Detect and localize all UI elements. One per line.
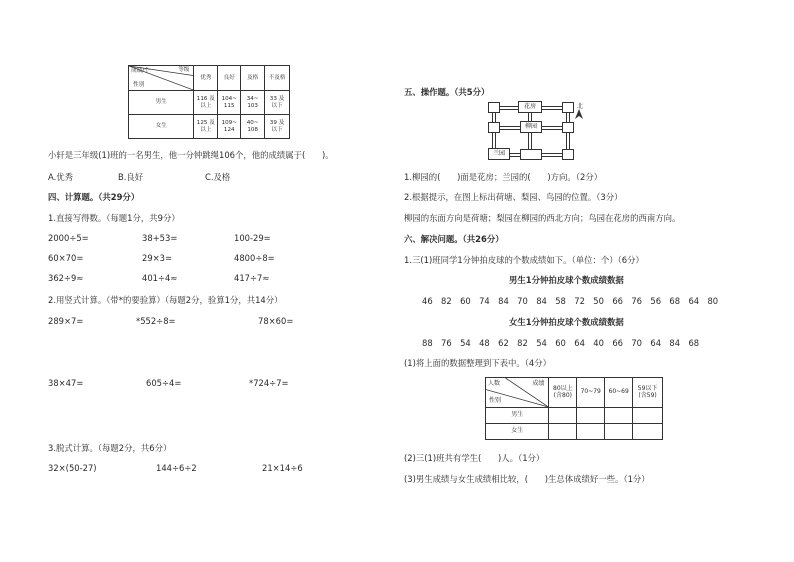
tally-input-cell[interactable] <box>633 408 663 424</box>
option-b[interactable]: B.良好 <box>118 172 144 182</box>
calc-item: 29×3= <box>142 253 173 263</box>
tally-col-70-79: 70~79 <box>577 378 605 408</box>
tally-input-cell[interactable] <box>549 408 577 424</box>
cell-line: 108 <box>247 126 258 133</box>
option-a[interactable]: A.优秀 <box>48 172 73 182</box>
vertical-calc-item: 38×47= <box>48 378 84 388</box>
map-blank-box[interactable] <box>562 149 574 160</box>
tally-header-bottom: 性别 <box>489 397 502 404</box>
row-label-girl: 女生 <box>129 115 194 139</box>
cell-line: (含80) <box>553 391 572 399</box>
tally-input-cell[interactable] <box>633 424 663 440</box>
path-connector <box>566 133 570 149</box>
map-box-liuyuan: 柳园 <box>520 121 542 133</box>
map-blank-box[interactable] <box>562 102 574 113</box>
cell-line: 115 <box>223 102 235 109</box>
map-blank-box[interactable] <box>488 102 500 113</box>
cell-line: 125 及 <box>196 120 215 127</box>
cell-line: (含59) <box>638 391 657 399</box>
col-good: 良好 <box>218 66 241 91</box>
boys-data-title: 男生1分钟拍皮球个数成绩数据 <box>509 275 624 285</box>
cell <box>241 115 265 139</box>
cell-line: 39 及 <box>269 120 285 127</box>
question-2-title: 2.用竖式计算。（带*的要验算）（每题2分，验算1分，共14分） <box>48 295 283 305</box>
map-blank-box[interactable] <box>562 122 574 133</box>
section-4-title: 四、计算题。（共29分） <box>48 192 140 202</box>
tally-col-80-plus <box>549 378 577 408</box>
tally-header-cell <box>486 378 549 408</box>
cell <box>241 91 265 115</box>
option-c[interactable]: C.及格 <box>205 172 231 182</box>
girls-data: 88 76 54 48 62 82 54 60 64 40 66 70 64 84 68 <box>422 338 700 348</box>
boys-data: 46 82 60 74 84 70 84 58 72 50 66 76 56 68 64 80 <box>422 296 719 306</box>
question-5-2: 2.根据提示，在图上标出荷塘、梨园、鸟园的位置。（3分） <box>404 192 623 202</box>
header-bottom-label: 性别 <box>133 82 145 88</box>
cell <box>218 91 241 115</box>
question-6-1: 1.三(1)班同学1分钟拍皮球的个数成绩如下。（单位：个）（6分） <box>404 255 644 265</box>
cell-line: 104~ <box>221 96 237 103</box>
question-6-1-3: (3)男生成绩与女生成绩相比较，( )生总体成绩好一些。（1分） <box>404 474 650 484</box>
table-row-boy <box>486 408 663 424</box>
question-1-title: 1.直接写得数。（每题1分，共9分） <box>48 213 180 223</box>
path-connector <box>540 153 564 157</box>
calc-item: 417÷7≈ <box>234 273 270 283</box>
cell-line: 80以上 <box>553 384 573 392</box>
calc-item: 2000÷5= <box>48 233 89 243</box>
question-6-1-1: (1)将上面的数据整理到下表中。（4分） <box>404 358 551 368</box>
tally-col-59-below <box>633 378 663 408</box>
cell-line: 109~ <box>221 120 237 127</box>
tally-col-60-69: 60~69 <box>605 378 633 408</box>
path-connector <box>540 106 564 110</box>
cell-line: 103 <box>247 102 258 109</box>
grade-table-header-cell <box>129 66 194 91</box>
col-fail: 不及格 <box>265 66 290 91</box>
path-connector <box>492 133 496 149</box>
vertical-calc-item: *724÷7= <box>249 378 289 388</box>
path-connector <box>528 133 532 149</box>
cell-line: 33 及 <box>269 96 285 103</box>
cell-line: 59以下 <box>637 384 658 392</box>
tally-input-cell[interactable] <box>549 424 577 440</box>
col-excellent: 优秀 <box>194 66 218 91</box>
path-connector <box>528 113 532 121</box>
north-label: 北 <box>577 103 584 110</box>
map-blank-box[interactable] <box>488 122 500 133</box>
cell-line: 以上 <box>200 126 212 133</box>
grade-standard-table <box>128 65 290 139</box>
map-box-lanyuan: 兰园 <box>488 148 510 160</box>
calc-item: 100-29= <box>234 233 271 243</box>
table-row-boy <box>129 91 290 115</box>
path-connector <box>498 126 520 130</box>
col-pass: 及格 <box>241 66 265 91</box>
vertical-calc-item: *552÷8= <box>136 316 176 326</box>
girls-data-title: 女生1分钟拍皮球个数成绩数据 <box>509 317 624 327</box>
calc-item: 362÷9≈ <box>48 273 84 283</box>
tally-row-label-girl: 女生 <box>486 424 549 440</box>
cell-line: 以下 <box>271 126 283 133</box>
question-3-title: 3.脱式计算。（每题2分，共6分） <box>48 443 172 453</box>
table-row-girl <box>129 115 290 139</box>
tally-input-cell[interactable] <box>605 408 633 424</box>
cell <box>194 91 218 115</box>
question-5-hint: 柳园的东面方向是荷塘；梨园在柳园的西北方向；鸟园在花房的西南方向。 <box>404 213 681 223</box>
cell-line: 以下 <box>271 102 283 109</box>
vertical-calc-item: 78×60= <box>258 316 294 326</box>
north-arrow-icon <box>575 109 583 119</box>
step-calc-item: 21×14÷6 <box>262 463 303 473</box>
table-row-girl <box>486 424 663 440</box>
map-box-huafang: 花房 <box>518 101 542 113</box>
tally-input-cell[interactable] <box>577 408 605 424</box>
tally-input-cell[interactable] <box>577 424 605 440</box>
question-xiaoxuan: 小轩是三年级(1)班的一名男生，他一分钟跳绳106个，他的成绩属于( )。 <box>48 150 334 160</box>
calc-item: 38+53= <box>142 233 178 243</box>
cell-line: 40~ <box>246 120 259 127</box>
question-6-1-2: (2)三(1)班共有学生( )人。（1分） <box>404 453 545 463</box>
tally-header-top-left: 人数 <box>488 380 501 387</box>
row-label-boy: 男生 <box>129 91 194 115</box>
cell <box>265 91 290 115</box>
step-calc-item: 144÷6÷2 <box>156 463 197 473</box>
step-calc-item: 32×(50-27) <box>48 463 97 473</box>
cell-line: 以上 <box>200 102 212 109</box>
section-6-title: 六、解决问题。（共26分） <box>404 234 504 244</box>
garden-map <box>484 101 580 163</box>
path-connector <box>540 126 564 130</box>
cell-line: 116 及 <box>196 96 215 103</box>
cell <box>218 115 241 139</box>
cell-line: 34~ <box>246 96 259 103</box>
tally-input-cell[interactable] <box>605 424 633 440</box>
score-tally-table <box>485 377 663 440</box>
calc-item: 60×70= <box>48 253 84 263</box>
tally-row-label-boy: 男生 <box>486 408 549 424</box>
calc-item: 401÷4≈ <box>142 273 178 283</box>
tally-header-top-right: 成绩 <box>532 380 545 387</box>
cell <box>194 115 218 139</box>
cell-line: 124 <box>223 126 235 133</box>
calc-item: 4800÷8= <box>234 253 275 263</box>
section-5-title: 五、操作题。（共5分） <box>404 87 490 97</box>
vertical-calc-item: 605÷4= <box>146 378 182 388</box>
cell <box>265 115 290 139</box>
path-connector <box>498 106 518 110</box>
map-blank-box[interactable] <box>520 149 542 160</box>
vertical-calc-item: 289×7= <box>48 316 84 326</box>
header-top-label: 成绩/个 <box>131 68 150 74</box>
question-5-1: 1.柳园的( )面是花房；兰园的( )方向。（2分） <box>404 172 603 182</box>
header-right-label: 等级 <box>178 67 190 73</box>
